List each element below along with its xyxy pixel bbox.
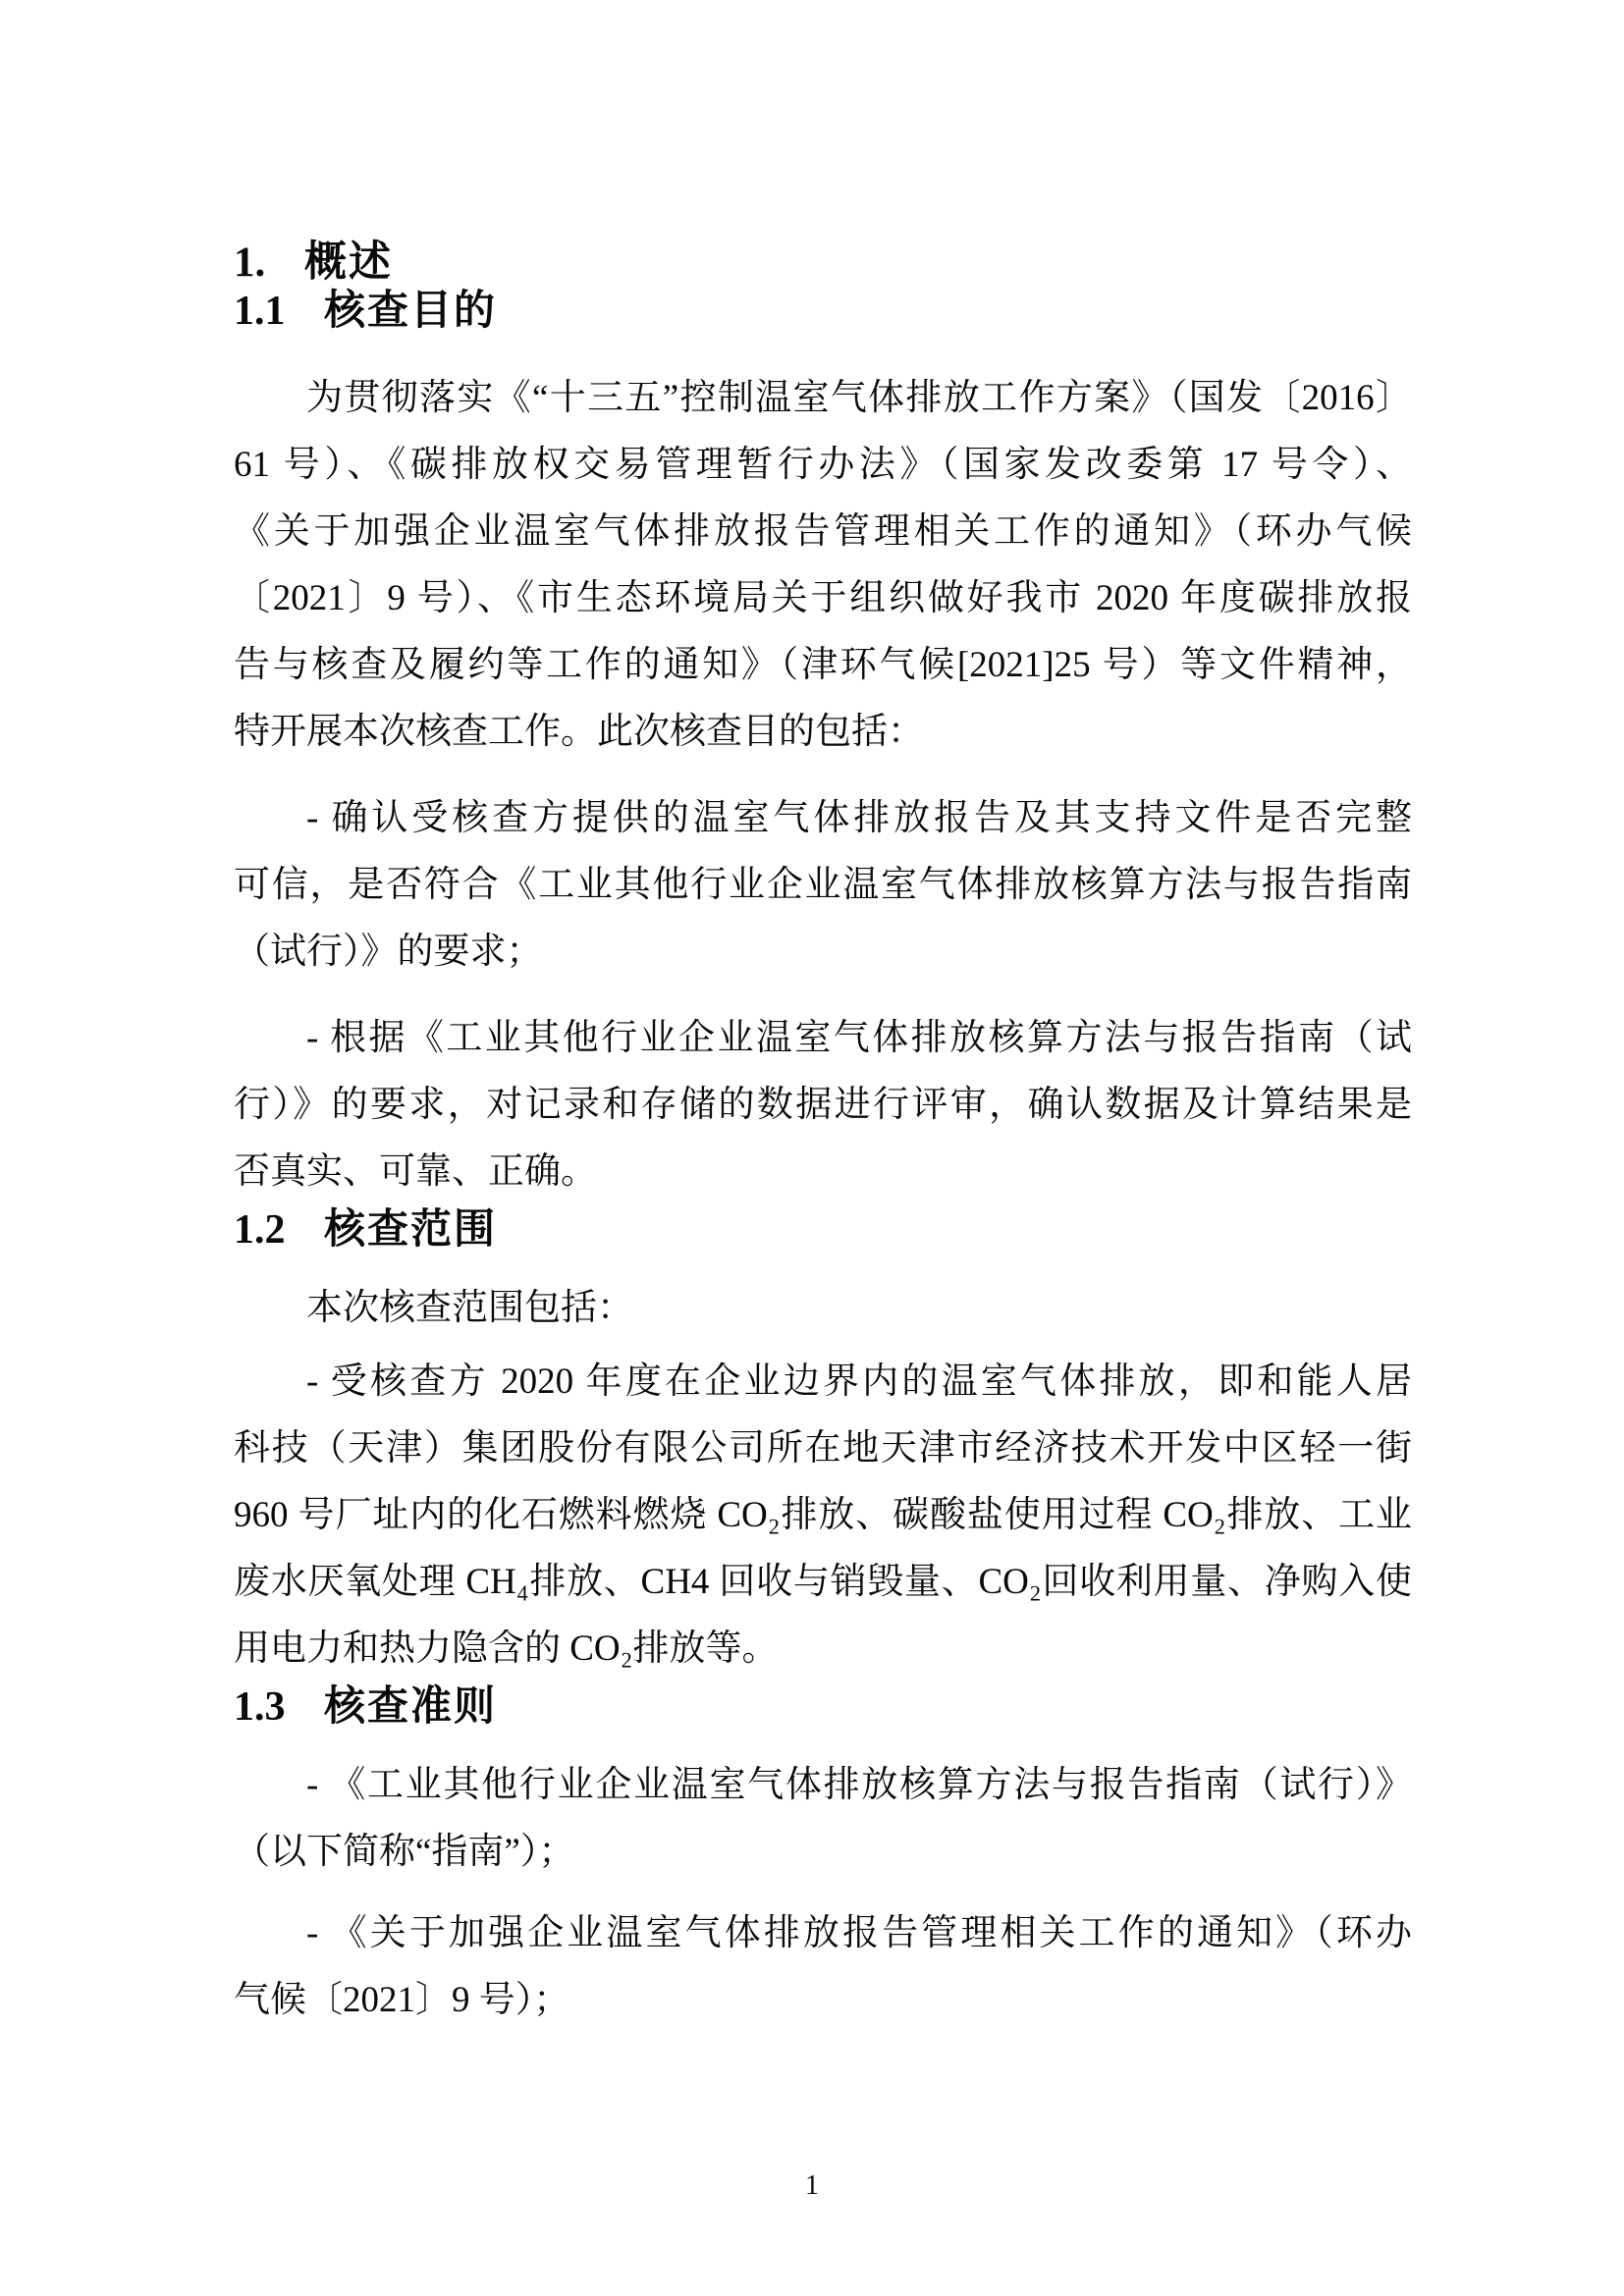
text-line: 本次核查范围包括： — [306, 1288, 633, 1328]
purpose-paragraph — [234, 365, 1412, 766]
section-1-number: 1. — [234, 240, 266, 286]
page-number: 1 — [805, 2170, 819, 2201]
text-line: （以下简称“指南”）； — [234, 1832, 575, 1872]
text-line: 科技（天津）集团股份有限公司所在地天津市经济技术开发中区轻一街 — [234, 1428, 1412, 1468]
text-line: 960 号厂址内的化石燃料燃烧 CO₂排放、碳酸盐使用过程 CO₂排放、工业 — [234, 1495, 1412, 1535]
section-1-title: 概述 — [304, 239, 393, 286]
text-line: 行）》的要求，对记录和存储的数据进行评审，确认数据及计算结果是 — [234, 1085, 1412, 1125]
scope-intro — [234, 1275, 1412, 1342]
document-body — [234, 0, 1412, 2034]
text-line: - 确认受核查方提供的温室气体排放报告及其支持文件是否完整 — [306, 798, 1412, 838]
text-line: 特开展本次核查工作。此次核查目的包括： — [234, 712, 924, 752]
section-1-1-number: 1.1 — [234, 289, 286, 334]
text-line: （试行）》的要求； — [234, 932, 543, 972]
section-1-2-title: 核查范围 — [324, 1205, 498, 1252]
text-line: 为贯彻落实《“十三五”控制温室气体排放工作方案》（国发〔2016〕 — [306, 378, 1412, 418]
purpose-bullet-1 — [234, 785, 1412, 986]
text-line: 可信，是否符合《工业其他行业企业温室气体排放核算方法与报告指南 — [234, 865, 1412, 905]
purpose-bullet-2 — [234, 1005, 1412, 1205]
text-line: 气候〔2021〕9 号）； — [234, 1980, 570, 2020]
section-1-3-number: 1.3 — [234, 1684, 286, 1730]
text-line: 〔2021〕9 号）、《市生态环境局关于组织做好我市 2020 年度碳排放报 — [234, 578, 1412, 618]
text-line: - 《关于加强企业温室气体排放报告管理相关工作的通知》（环办 — [306, 1913, 1412, 1953]
text-line: - 《工业其他行业企业温室气体排放核算方法与报告指南（试行）》 — [306, 1765, 1412, 1805]
scope-bullet-1 — [234, 1349, 1412, 1682]
text-line: - 根据《工业其他行业企业温室气体排放核算方法与报告指南（试 — [306, 1018, 1412, 1058]
section-1-1-title: 核查目的 — [324, 287, 498, 333]
text-line: 61 号）、《碳排放权交易管理暂行办法》（国家发改委第 17 号令）、 — [234, 445, 1412, 485]
text-line: - 受核查方 2020 年度在企业边界内的温室气体排放，即和能人居 — [306, 1362, 1412, 1402]
text-line: 废水厌氧处理 CH₄排放、CH4 回收与销毁量、CO₂回收利用量、净购入使 — [234, 1562, 1412, 1602]
section-1-1-heading — [234, 287, 1412, 335]
section-1-3-heading — [234, 1682, 1412, 1731]
text-line: 《关于加强企业温室气体排放报告管理相关工作的通知》（环办气候 — [234, 511, 1412, 552]
section-1-3-title: 核查准则 — [324, 1682, 498, 1729]
text-line: 否真实、可靠、正确。 — [234, 1151, 597, 1192]
section-1-2-number: 1.2 — [234, 1207, 286, 1253]
section-1-heading — [234, 239, 1412, 287]
criteria-bullet-1 — [234, 1752, 1412, 1886]
text-line: 告与核查及履约等工作的通知》（津环气候[2021]25 号）等文件精神， — [234, 645, 1412, 685]
criteria-bullet-2 — [234, 1900, 1412, 2034]
text-line: 用电力和热力隐含的 CO₂排放等。 — [234, 1629, 779, 1669]
section-1-2-heading — [234, 1205, 1412, 1254]
